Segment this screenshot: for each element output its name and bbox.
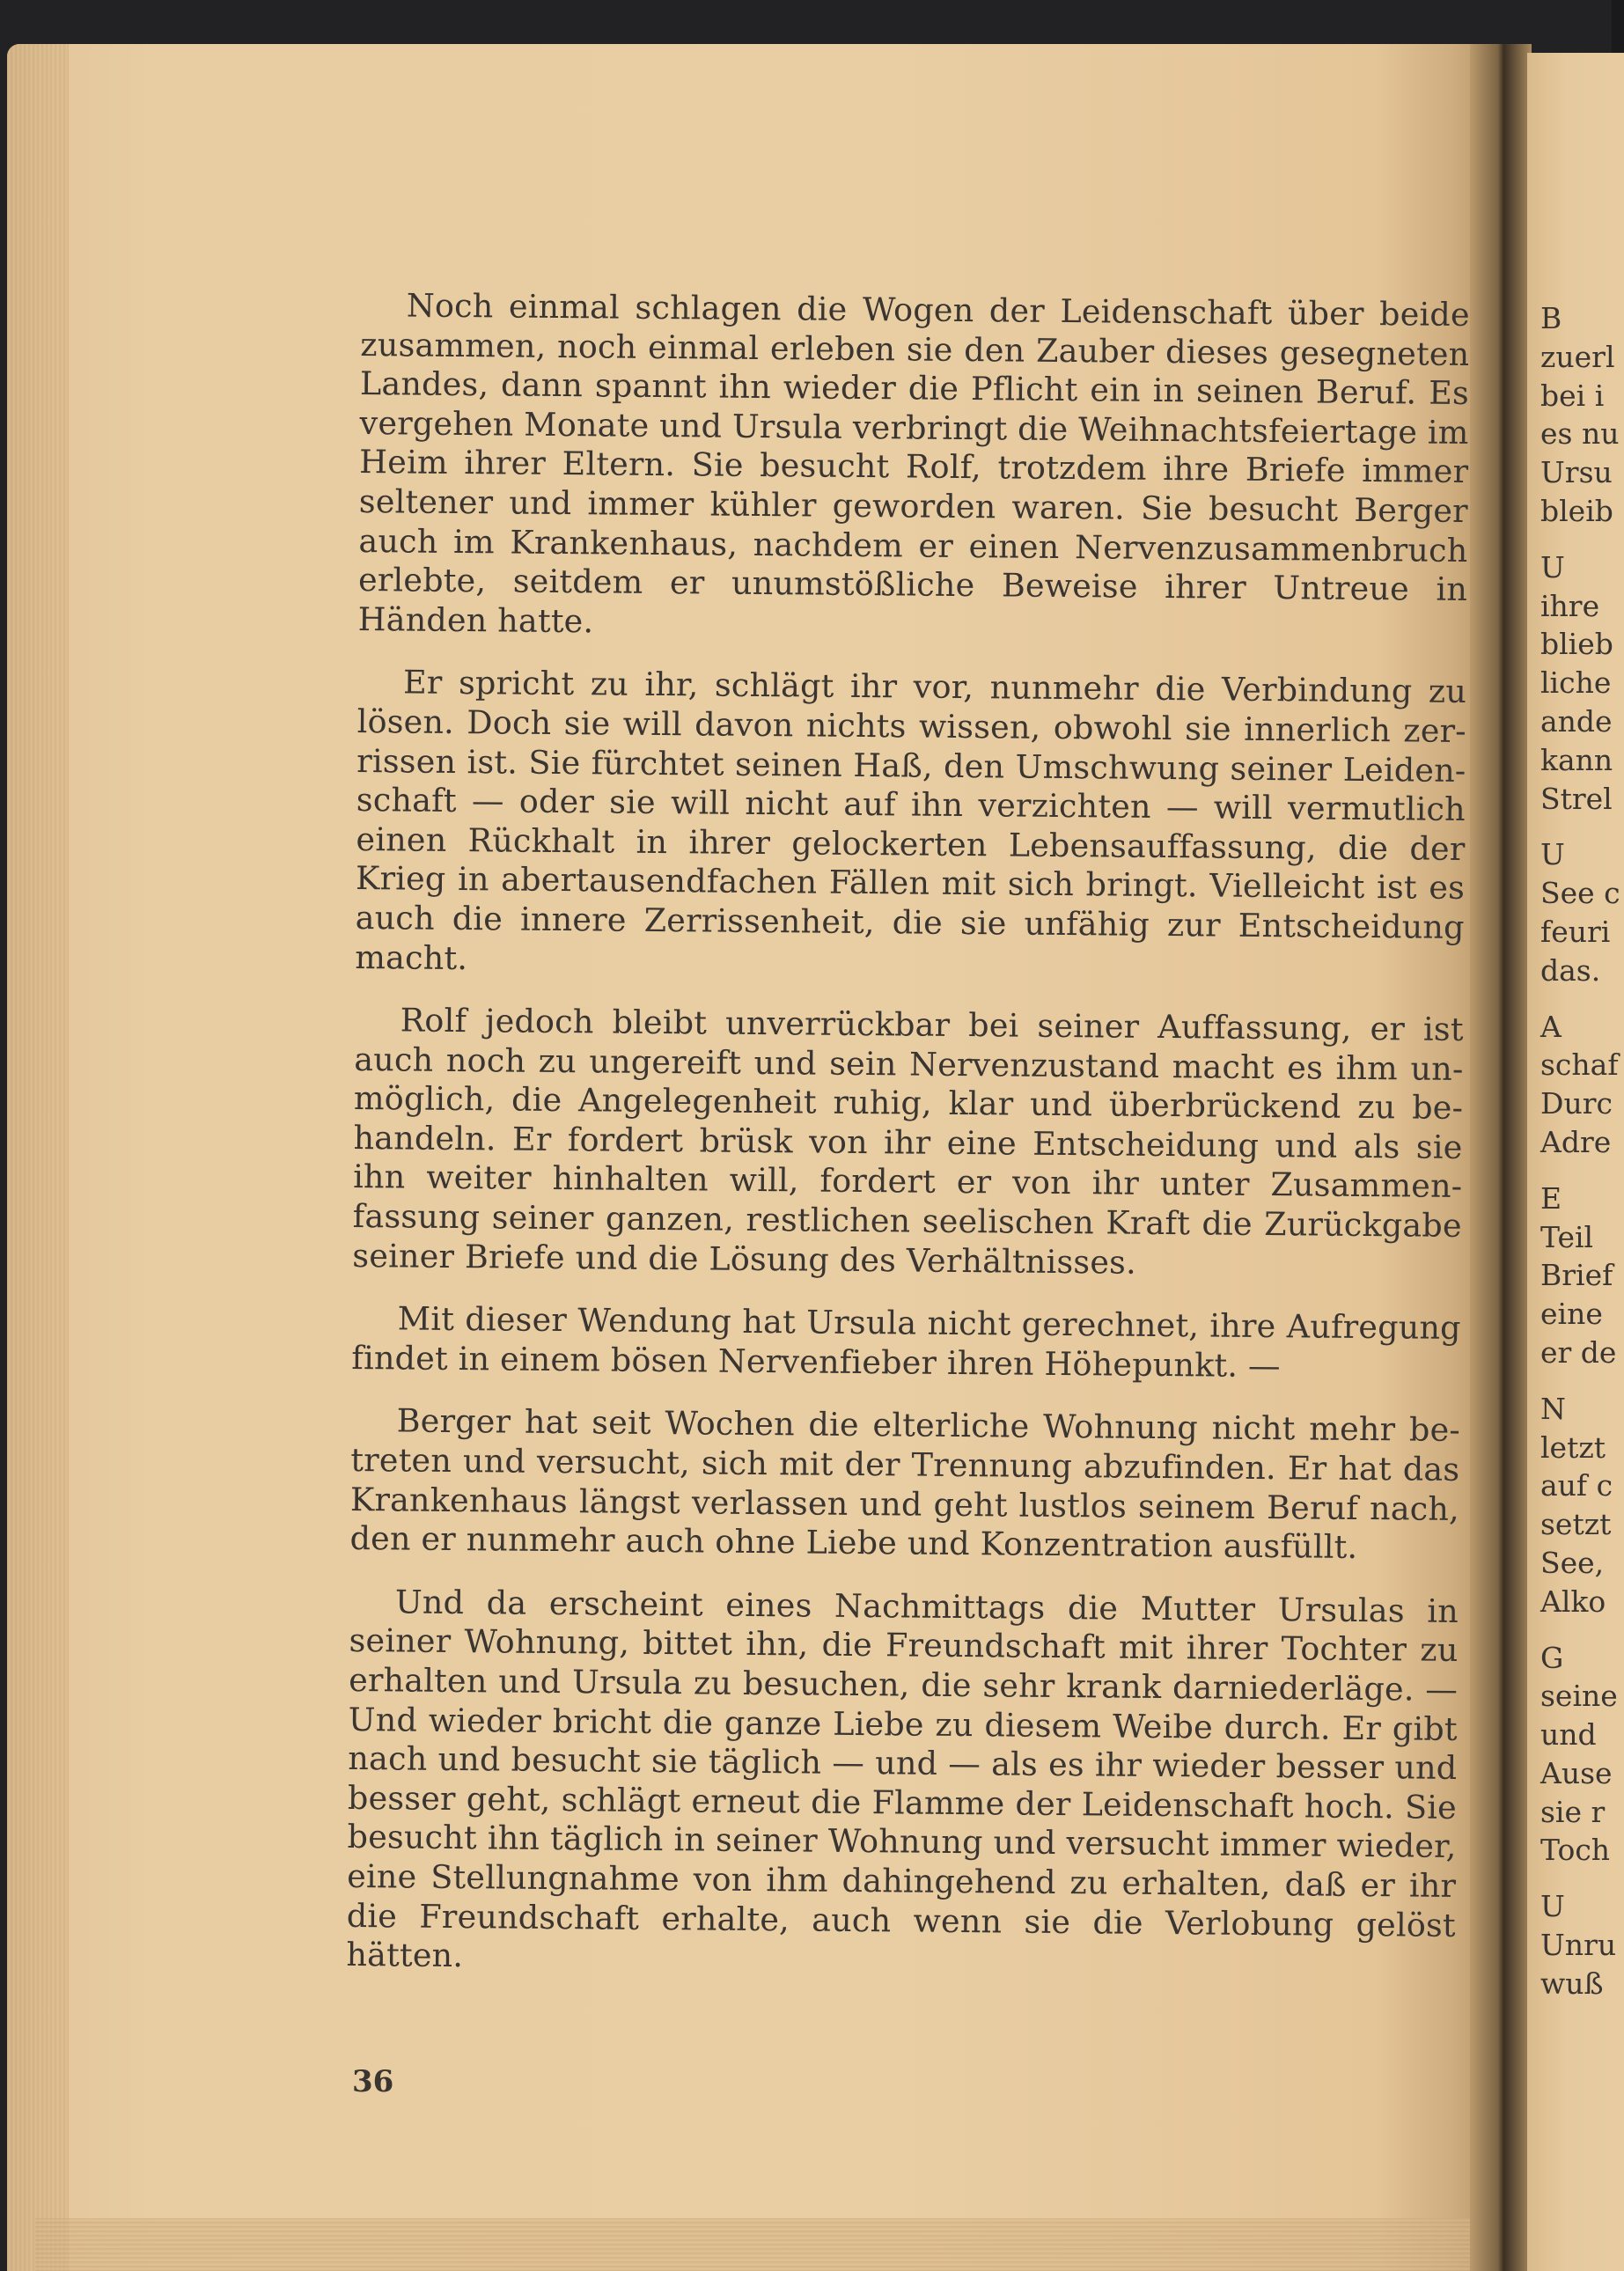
right-page-line-fragment: und xyxy=(1540,1717,1597,1753)
right-page-line-fragment: U xyxy=(1540,837,1565,872)
right-page-line-fragment: letzt xyxy=(1540,1429,1606,1465)
right-page-line-fragment: Ause xyxy=(1540,1755,1613,1790)
left-page-text xyxy=(346,286,1470,2009)
page-edge-stack xyxy=(7,44,69,2271)
right-page-line-fragment: bei i xyxy=(1540,378,1605,413)
right-page-line-fragment: das. xyxy=(1540,952,1601,988)
right-page-line-fragment: seine xyxy=(1540,1679,1618,1714)
right-page-line-fragment: Adre xyxy=(1540,1124,1612,1159)
right-page-line-fragment: Unru xyxy=(1540,1928,1617,1963)
right-page-line-fragment: blieb xyxy=(1540,627,1613,662)
paragraph: Berger hat seit Wochen die elterliche Wohnung nicht mehr betreten und versucht, sich mit der Trennung abzufinden. Er hat das Krankenhaus längst verlassen und geht lustlos seinem Beruf nach, den er nunmehr auch ohne Liebe und Konzentration ausfüllt. xyxy=(349,1401,1460,1567)
right-page-line-fragment: Teil xyxy=(1540,1219,1594,1254)
right-page-text-fragments xyxy=(1540,299,1620,2003)
right-page-line-fragment: schaf xyxy=(1540,1047,1619,1083)
right-page-line-fragment: ihre xyxy=(1540,588,1600,623)
paragraph: Noch einmal schlagen die Wogen der Leidenschaft über beide zusammen, noch einmal erleben sie den Zauber dieses gesegneten Landes, dann spannt ihn wieder die Pflicht ein in seinen Beruf. Es vergehen Monate und Ursula verbringt die Weihnachtsfeiertage im Heim ihrer Eltern. Sie besucht Rolf, trotzdem ihre Briefe immer seltener und immer kühler geworden waren. Sie besucht Berger auch im Krankenhaus, nachdem er einen Nervenzusammenbruch erlebte, seitdem er unumstößliche Beweise ihrer Untreue in Händen hatte. xyxy=(357,286,1470,641)
right-page-line-fragment: Alko xyxy=(1540,1584,1606,1619)
right-page-line-fragment: B xyxy=(1540,301,1562,335)
right-page-line-fragment: liche xyxy=(1540,665,1612,701)
right-page-line-fragment: G xyxy=(1540,1640,1564,1675)
paragraph: Mit dieser Wendung hat Ursula nicht gerechnet, ihre Aufregung findet in einem bösen Nervenfieber ihren Höhepunkt. — xyxy=(351,1299,1461,1385)
right-page-line-fragment: Ursu xyxy=(1540,455,1613,490)
right-page-line-fragment: es nu xyxy=(1540,416,1620,452)
right-page-line-fragment: N xyxy=(1540,1391,1566,1426)
right-page-line-fragment: kann xyxy=(1540,742,1613,777)
page-number: 36 xyxy=(352,2064,394,2099)
paragraph: Rolf jedoch bleibt unverrückbar bei seiner Auffassung, er ist auch noch zu ungereift und sein Nervenzustand macht es ihm unmöglich, die Angelegenheit ruhig, klar und überbrückend zu behandeln. Er fordert brüsk von ihr eine Entscheidung und als sie ihn weiter hinhalten will, fordert er von ihr unter Zusammenfassung seiner ganzen, restlichen seelischen Kraft die Zurückgabe seiner Briefe und die Lösung des Verhältnisses. xyxy=(352,1001,1464,1282)
right-page-line-fragment: bleib xyxy=(1540,493,1613,528)
right-page-line-fragment: zuerl xyxy=(1540,339,1615,374)
right-page-line-fragment: A xyxy=(1540,1009,1562,1044)
right-page-line-fragment: feuri xyxy=(1540,914,1611,949)
right-page-line-fragment: E xyxy=(1540,1180,1562,1216)
right-page-line-fragment: setzt xyxy=(1540,1507,1612,1542)
right-page-line-fragment: Brief xyxy=(1540,1258,1613,1293)
page-bottom-edge xyxy=(35,2218,1488,2271)
right-page-line-fragment: eine xyxy=(1540,1297,1603,1332)
book-gutter xyxy=(1470,44,1532,2271)
right-page-line-fragment: ande xyxy=(1540,703,1613,739)
right-page-line-fragment: er de xyxy=(1540,1334,1617,1370)
paragraph: Und da erscheint eines Nachmittags die Mutter Ursulas in seiner Wohnung, bittet ihn, die Freundschaft mit ihrer Tochter zu erhalten und Ursula zu besuchen, die sehr krank darniederläge. — Und wieder bricht die ganze Liebe zu diesem Weibe durch. Er gibt nach und besucht sie täglich — und — als es ihr wieder besser und besser geht, schlägt erneut die Flamme der Leidenschaft hoch. Sie besucht ihn täglich in seiner Wohnung und versucht immer wieder, eine Stellungnahme von ihm dahingehend zu erhalten, daß er ihr die Freundschaft erhalte, auch wenn sie die Verlobung gelöst hätten. xyxy=(346,1583,1459,1975)
right-page-line-fragment: auf c xyxy=(1540,1468,1613,1503)
right-page-line-fragment: Durc xyxy=(1540,1086,1613,1121)
right-page-line-fragment: Strel xyxy=(1540,781,1613,816)
right-page-line-fragment: See, xyxy=(1540,1545,1605,1580)
right-page-line-fragment: U xyxy=(1540,549,1565,584)
right-page-line-fragment: U xyxy=(1540,1889,1565,1924)
right-page-line-fragment: See c xyxy=(1540,876,1620,911)
right-page-line-fragment: Toch xyxy=(1540,1833,1611,1868)
paragraph: Er spricht zu ihr, schlägt ihr vor, nunmehr die Verbindung zu lösen. Doch sie will davon nichts wissen, obwohl sie innerlich zerrissen ist. Sie fürchtet seinen Haß, den Umschwung seiner Leidenschaft — oder sie will nicht auf ihn verzichten — will vermutlich einen Rückhalt in ihrer gelockerten Lebensauffassung, die der Krieg in abertausendfachen Fällen mit sich bringt. Vielleicht ist es auch die innere Zerrissenheit, die sie unfähig zur Entscheidung macht. xyxy=(355,663,1467,977)
right-page-line-fragment: sie r xyxy=(1540,1794,1606,1829)
right-page-line-fragment: wuß xyxy=(1540,1966,1604,2001)
